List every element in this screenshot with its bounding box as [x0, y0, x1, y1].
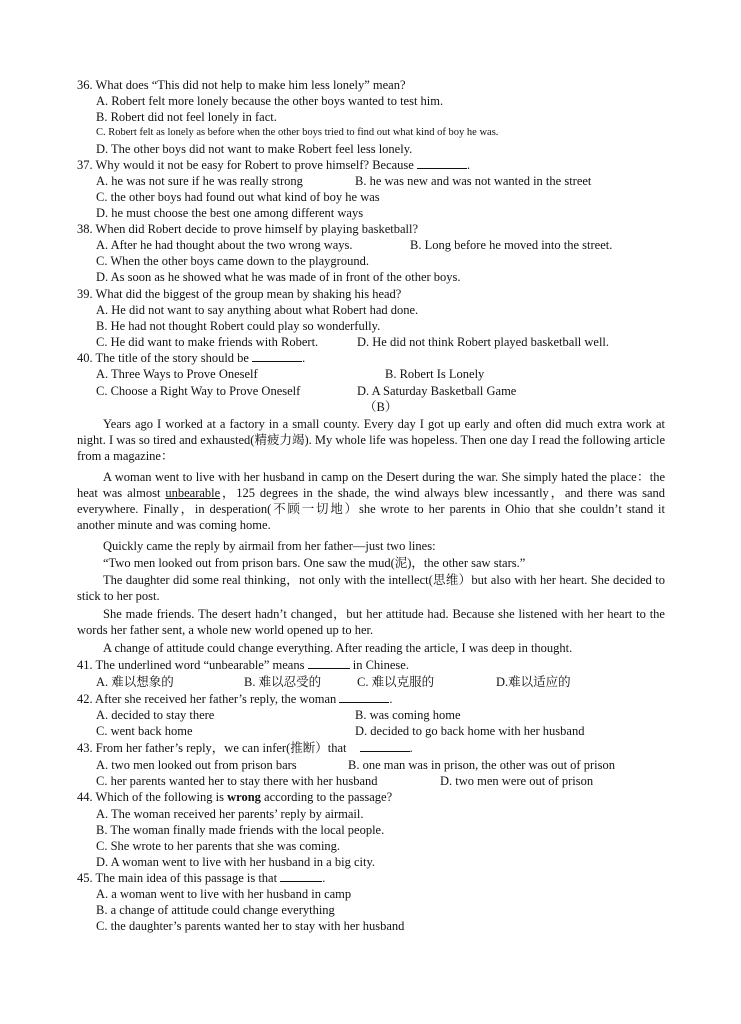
emphasis-wrong: wrong	[227, 790, 261, 804]
q37-stem: 37. Why would it not be easy for Robert to prove himself? Because	[77, 158, 414, 172]
q44-option-c: C. She wrote to her parents that she was coming.	[96, 839, 341, 853]
q37-option-a: A. he was not sure if he was really strong	[96, 174, 303, 188]
passage-paragraph-2: A woman went to live with her husband in camp on the Desert during the war. She simply hated the place：the heat was almost unbearable，125 degrees in the shade, the wind always blew incessantly，and there was sand everywhere. Finally，in desperation(不顾一切地）she wrote to her parents in Ohio that she couldn’t stand it another minute and was coming home.	[77, 470, 665, 532]
q45-option-c: C. the daughter’s parents wanted her to stay with her husband	[96, 919, 405, 933]
q43-option-c: C. her parents wanted her to stay there with her husband	[96, 774, 378, 788]
answer-blank	[308, 657, 350, 669]
section-b-heading: （B）	[364, 400, 398, 414]
question-41: 41. The underlined word “unbearable” means in Chinese.	[77, 658, 409, 672]
passage-paragraph-6: She made friends. The desert hadn’t changed，but her attitude had. Because she listened with her heart to the words her father sent, a whole new world opened up to her.	[77, 607, 665, 637]
passage-paragraph-3: Quickly came the reply by airmail from her father—just two lines:	[103, 539, 436, 553]
q41-option-d: D.难以适应的	[496, 675, 571, 689]
q40-stem: 40. The title of the story should be	[77, 351, 249, 365]
q44-option-d: D. A woman went to live with her husband in a big city.	[96, 855, 376, 869]
answer-blank	[360, 740, 410, 752]
q38-option-b: B. Long before he moved into the street.	[410, 238, 613, 252]
underlined-word: unbearable	[165, 486, 221, 500]
question-39: 39. What did the biggest of the group mean by shaking his head?	[77, 287, 402, 301]
q36-option-b: B. Robert did not feel lonely in fact.	[96, 110, 277, 124]
q39-option-a: A. He did not want to say anything about what Robert had done.	[96, 303, 419, 317]
question-42: 42. After she received her father’s reply, the woman .	[77, 692, 393, 706]
q40-option-d: D. A Saturday Basketball Game	[357, 384, 517, 398]
q41-option-b: B. 难以忍受的	[244, 675, 322, 689]
answer-blank	[280, 870, 322, 882]
q36-option-a: A. Robert felt more lonely because the other boys wanted to test him.	[96, 94, 444, 108]
answer-blank	[339, 691, 389, 703]
q40-option-b: B. Robert Is Lonely	[385, 367, 485, 381]
question-38: 38. When did Robert decide to prove himself by playing basketball?	[77, 222, 419, 236]
answer-blank	[252, 350, 302, 362]
q45-option-a: A. a woman went to live with her husband in camp	[96, 887, 352, 901]
passage-paragraph-1: Years ago I worked at a factory in a small county. Every day I got up early and often did much extra work at night. I was so tired and exhausted(精疲力竭). My whole life was hopeless. Then one day I read the following article from a magazine：	[77, 417, 665, 463]
q36-option-d: D. The other boys did not want to make Robert feel less lonely.	[96, 142, 413, 156]
q37-option-b: B. he was new and was not wanted in the street	[355, 174, 592, 188]
q40-option-c: C. Choose a Right Way to Prove Oneself	[96, 384, 301, 398]
q38-option-d: D. As soon as he showed what he was made of in front of the other boys.	[96, 270, 461, 284]
question-37: 37. Why would it not be easy for Robert to prove himself? Because .	[77, 158, 471, 172]
q42-option-d: D. decided to go back home with her husband	[355, 724, 585, 738]
q44-option-a: A. The woman received her parents’ reply by airmail.	[96, 807, 364, 821]
q40-option-a: A. Three Ways to Prove Oneself	[96, 367, 258, 381]
q36-option-c: C. Robert felt as lonely as before when the other boys tried to find out what kind of boy he was.	[96, 127, 499, 138]
q38-option-c: C. When the other boys came down to the playground.	[96, 254, 369, 268]
q42-option-b: B. was coming home	[355, 708, 461, 722]
q38-option-a: A. After he had thought about the two wrong ways.	[96, 238, 353, 252]
q42-option-c: C. went back home	[96, 724, 193, 738]
q43-option-a: A. two men looked out from prison bars	[96, 758, 297, 772]
q37-option-c: C. the other boys had found out what kind of boy he was	[96, 190, 380, 204]
q39-option-b: B. He had not thought Robert could play so wonderfully.	[96, 319, 381, 333]
question-44: 44. Which of the following is wrong according to the passage?	[77, 790, 393, 804]
question-40: 40. The title of the story should be .	[77, 351, 306, 365]
q43-option-d: D. two men were out of prison	[440, 774, 594, 788]
passage-paragraph-7: A change of attitude could change everything. After reading the article, I was deep in thought.	[103, 641, 573, 655]
q41-option-a: A. 难以想象的	[96, 675, 174, 689]
q39-option-c: C. He did want to make friends with Robert.	[96, 335, 319, 349]
q43-option-b: B. one man was in prison, the other was out of prison	[348, 758, 615, 772]
question-45: 45. The main idea of this passage is that .	[77, 871, 326, 885]
q39-option-d: D. He did not think Robert played basketball well.	[357, 335, 610, 349]
passage-paragraph-4: “Two men looked out from prison bars. One saw the mud(泥)，the other saw stars.”	[103, 556, 526, 570]
answer-blank	[417, 157, 467, 169]
passage-paragraph-5: The daughter did some real thinking，not only with the intellect(思维）but also with her heart. She decided to stick to her post.	[77, 573, 665, 603]
q42-option-a: A. decided to stay there	[96, 708, 215, 722]
q44-option-b: B. The woman finally made friends with the local people.	[96, 823, 385, 837]
q37-option-d: D. he must choose the best one among different ways	[96, 206, 364, 220]
question-36: 36. What does “This did not help to make him less lonely” mean?	[77, 78, 406, 92]
q41-option-c: C. 难以克服的	[357, 675, 435, 689]
q45-option-b: B. a change of attitude could change everything	[96, 903, 335, 917]
question-43: 43. From her father’s reply，we can infer(推断）that .	[77, 741, 413, 755]
